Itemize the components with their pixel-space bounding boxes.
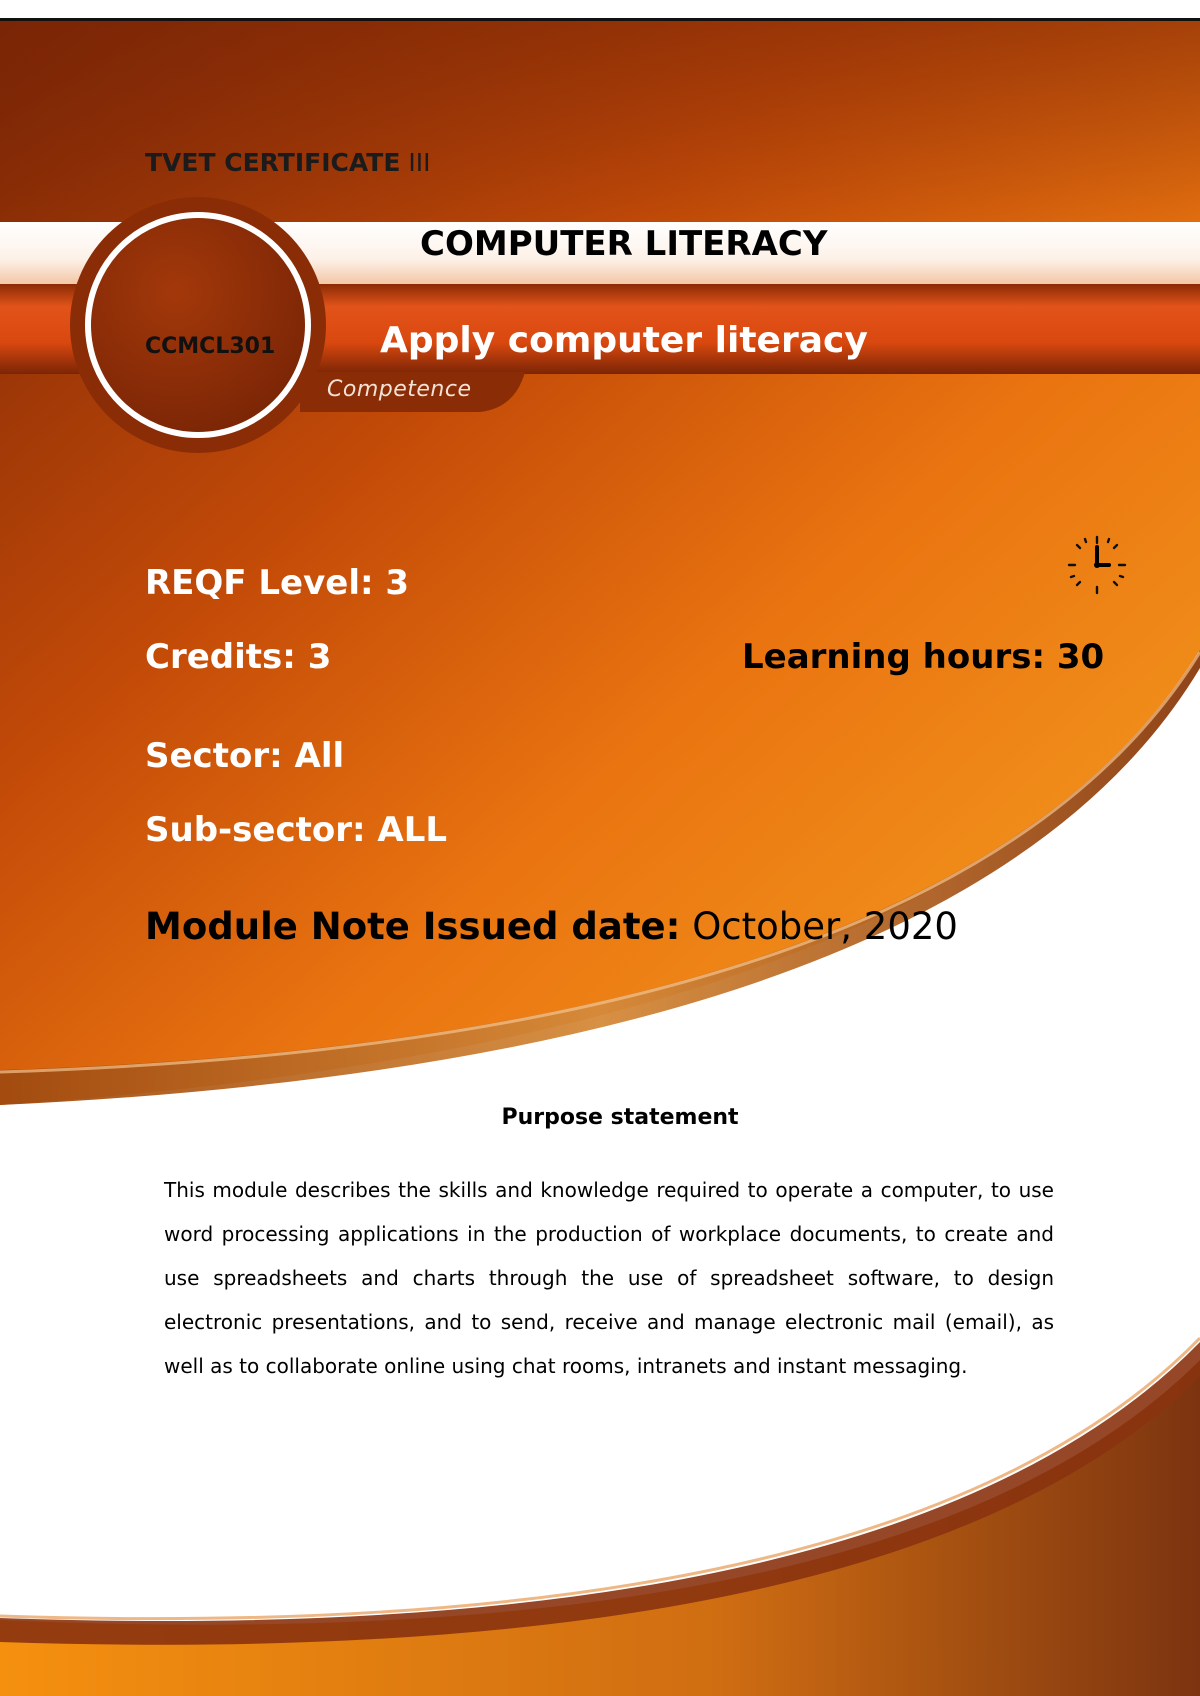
module-code: CCMCL301: [145, 334, 276, 359]
issued-date-value: October, 2020: [692, 905, 958, 948]
clock-icon: [1065, 533, 1129, 597]
competence-tag: Competence: [327, 377, 472, 402]
issued-date: [145, 905, 958, 948]
course-title: COMPUTER LITERACY: [420, 224, 828, 264]
issued-date-label: Module Note Issued date:: [145, 905, 681, 948]
competence-title: Apply computer literacy: [380, 320, 868, 361]
purpose-title: Purpose statement: [501, 1105, 739, 1130]
sub-sector: Sub-sector: ALL: [145, 810, 448, 850]
purpose-body: This module describes the skills and knowledge required to operate a computer, to use word processing applications in the production of workplace documents, to create and use spreadsheets and charts through the use of spreadsheet software, to design electronic presentations, and to send, receive and manage electronic mail (email), as well as to collaborate online using chat rooms, intranets and instant messaging.: [164, 1178, 1054, 1378]
reqf-level: REQF Level: 3: [145, 563, 410, 603]
certificate-label: TVET CERTIFICATE III: [145, 148, 431, 177]
sector: Sector: All: [145, 736, 345, 776]
credits: Credits: 3: [145, 637, 332, 677]
learning-hours: Learning hours: 30: [742, 637, 1105, 677]
